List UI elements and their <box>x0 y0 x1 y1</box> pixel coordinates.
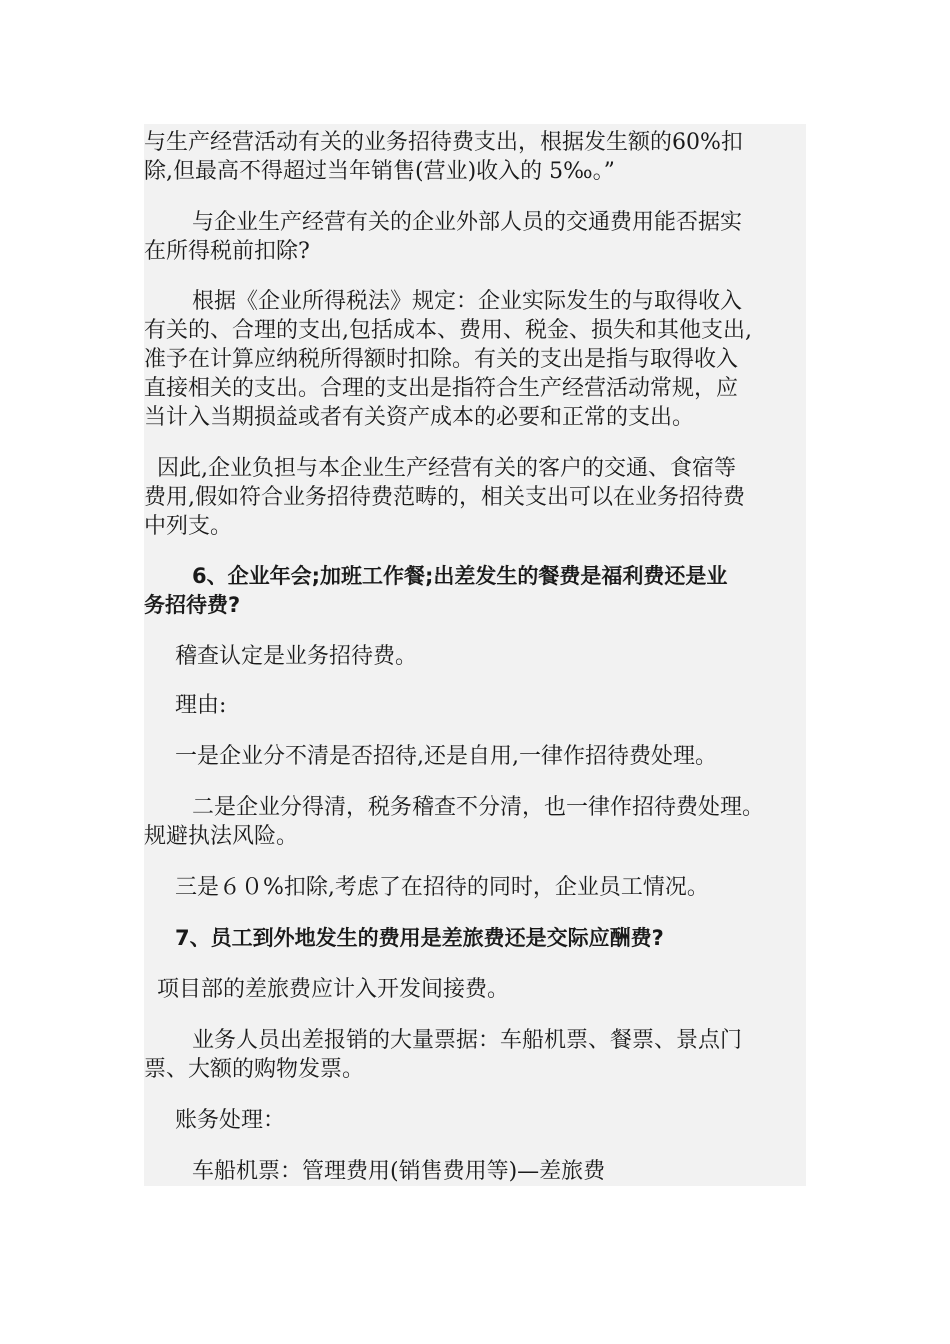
paragraph-line: 票、大额的购物发票。 <box>144 1057 365 1082</box>
paragraph-line: 当计入当期损益或者有关资产成本的必要和正常的支出。 <box>144 405 695 430</box>
paragraph-line: 根据《企业所得税法》规定：企业实际发生的与取得收入 <box>192 289 743 314</box>
question-line: 与企业生产经营有关的企业外部人员的交通费用能否据实 <box>192 210 743 235</box>
reason-item: 规避执法风险。 <box>144 824 299 849</box>
section-heading: 7、员工到外地发生的费用是差旅费还是交际应酬费? <box>175 926 664 950</box>
paragraph-line: 有关的、合理的支出,包括成本、费用、税金、损失和其他支出, <box>144 318 752 343</box>
reason-item: 三是６０%扣除,考虑了在招待的同时，企业员工情况。 <box>175 875 709 900</box>
reason-item: 二是企业分得清，税务稽查不分清，也一律作招待费处理。 <box>192 795 765 820</box>
paragraph-line: 除,但最高不得超过当年销售(营业)收入的 5‰。” <box>144 159 615 184</box>
reason-item: 一是企业分不清是否招待,还是自用,一律作招待费处理。 <box>175 744 717 769</box>
paragraph-line: 项目部的差旅费应计入开发间接费。 <box>157 977 510 1002</box>
paragraph-line: 费用,假如符合业务招待费范畴的，相关支出可以在业务招待费 <box>144 485 745 510</box>
reason-label: 理由: <box>175 693 227 718</box>
document-body <box>144 124 806 1186</box>
paragraph-line: 直接相关的支出。合理的支出是指符合生产经营活动常规，应 <box>144 376 739 401</box>
paragraph-line: 准予在计算应纳税所得额时扣除。有关的支出是指与取得收入 <box>144 347 739 372</box>
paragraph-line: 账务处理： <box>175 1108 286 1133</box>
paragraph-line: 车船机票：管理费用(销售费用等)—差旅费 <box>192 1159 606 1184</box>
question-line: 在所得税前扣除? <box>144 239 310 264</box>
section-heading: 务招待费? <box>144 593 241 617</box>
section-heading: 6、企业年会;加班工作餐;出差发生的餐费是福利费还是业 <box>192 564 728 588</box>
paragraph-line: 业务人员出差报销的大量票据：车船机票、餐票、景点门 <box>192 1028 743 1053</box>
paragraph-line: 与生产经营活动有关的业务招待费支出，根据发生额的60%扣 <box>144 130 743 155</box>
answer-line: 稽查认定是业务招待费。 <box>175 644 418 669</box>
paragraph-line: 因此,企业负担与本企业生产经营有关的客户的交通、食宿等 <box>157 456 736 481</box>
paragraph-line: 中列支。 <box>144 514 233 539</box>
